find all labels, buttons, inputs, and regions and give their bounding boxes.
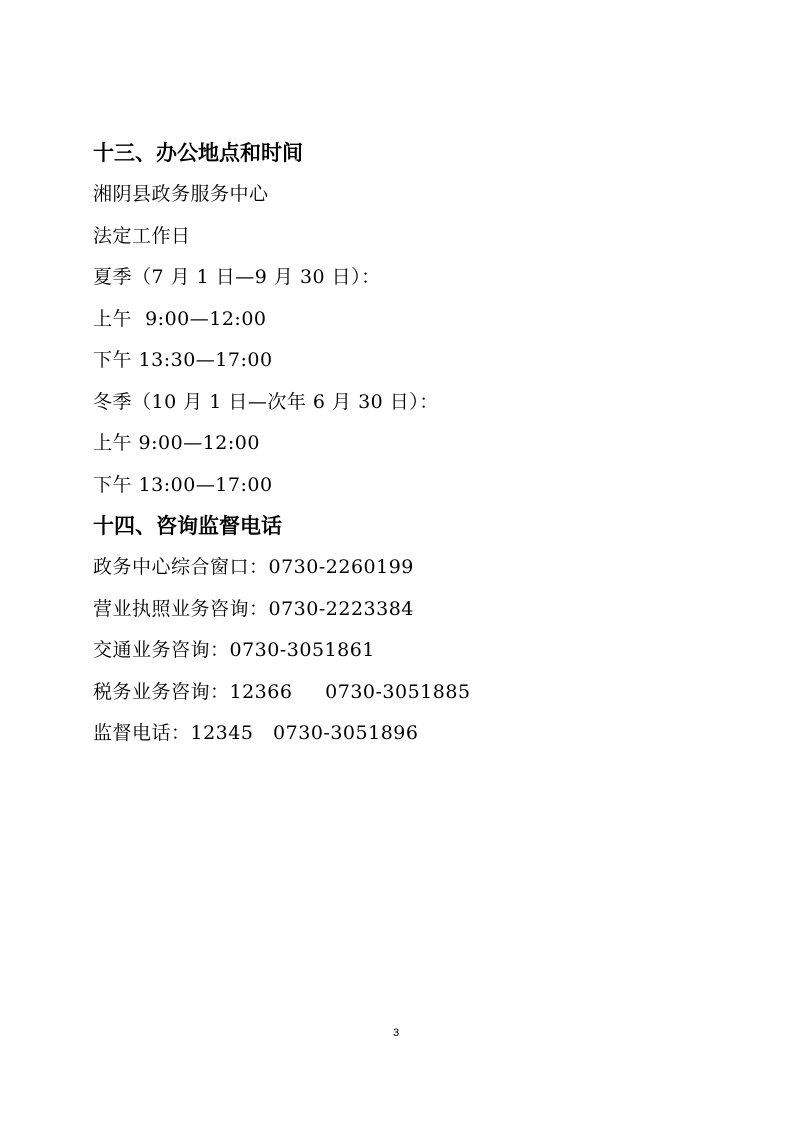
phone-business-license: 营业执照业务咨询：0730-2223384 (93, 598, 414, 620)
winter-period: 冬季（10 月 1 日—次年 6 月 30 日）： (93, 391, 439, 413)
summer-morning-hours: 上午 9:00—12:00 (93, 308, 267, 330)
working-days: 法定工作日 (93, 225, 191, 247)
section-13-heading: 十三、办公地点和时间 (93, 141, 303, 165)
phone-service-center: 政务中心综合窗口：0730-2260199 (93, 556, 414, 578)
summer-afternoon-hours: 下午 13:30—17:00 (93, 349, 273, 371)
office-location: 湘阴县政务服务中心 (93, 183, 269, 205)
phone-transport: 交通业务咨询：0730-3051861 (93, 639, 375, 661)
winter-morning-hours: 上午 9:00—12:00 (93, 432, 260, 454)
phone-tax: 税务业务咨询：12366 0730-3051885 (93, 681, 471, 703)
section-14-heading: 十四、咨询监督电话 (93, 514, 282, 538)
page-number: 3 (392, 1027, 400, 1039)
summer-period: 夏季（7 月 1 日—9 月 30 日）： (93, 266, 381, 288)
winter-afternoon-hours: 下午 13:00—17:00 (93, 474, 273, 496)
phone-supervision: 监督电话：12345 0730-3051896 (93, 722, 419, 744)
